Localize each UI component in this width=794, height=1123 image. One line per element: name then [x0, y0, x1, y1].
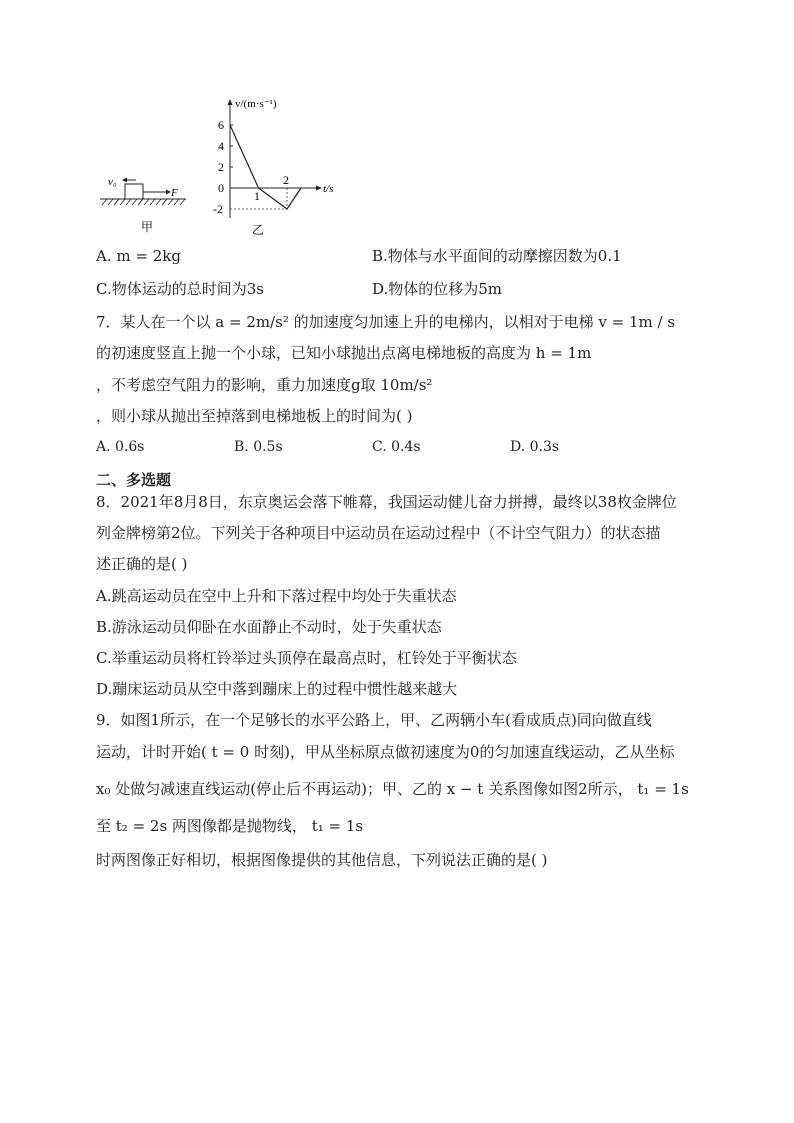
- y-tick-4: 4: [218, 139, 224, 153]
- figure-yi: [206, 92, 356, 242]
- q7-line-4: ，则小球从抛出至掉落到电梯地板上的时间为( ): [96, 407, 413, 425]
- q6-option-a: A. m = 2kg: [96, 247, 181, 265]
- q8-option-c: C.举重运动员将杠铃举过头顶停在最高点时，杠铃处于平衡状态: [96, 649, 517, 667]
- q8-option-a: A.跳高运动员在空中上升和下落过程中均处于失重状态: [96, 587, 457, 605]
- q7-line-1: 7．某人在一个以 a = 2m/s² 的加速度匀加速上升的电梯内，以相对于电梯 v = 1m / s: [96, 313, 676, 331]
- figure-jia-caption: 甲: [141, 220, 154, 234]
- y-tick-neg2: -2: [213, 202, 223, 216]
- x-tick-2: 2: [283, 173, 289, 187]
- q6-option-b: B.物体与水平面间的动摩擦因数为0.1: [372, 247, 622, 265]
- y-tick-0: 0: [218, 181, 224, 195]
- v-axis-arrowhead: [228, 99, 233, 105]
- q9-line-1: 9．如图1所示，在一个足够长的水平公路上，甲、乙两辆小车(看成质点)同向做直线: [96, 711, 652, 729]
- v0-arrowhead: [122, 178, 127, 183]
- q9-line-2: 运动，计时开始( t = 0 时刻)，甲从坐标原点做初速度为0的匀加速直线运动，乙从坐标: [96, 743, 675, 761]
- q7-line-2: 的初速度竖直上抛一个小球，已知小球抛出点离电梯地板的高度为 h = 1m: [96, 344, 592, 362]
- q8-line-1: 8．2021年8月8日，东京奥运会落下帷幕，我国运动健儿奋力拼搏，最终以38枚金牌位: [96, 493, 677, 511]
- v0-label: v₀: [108, 176, 117, 188]
- q8-option-d: D.蹦床运动员从空中落到蹦床上的过程中惯性越来越大: [96, 680, 458, 698]
- v-axis-label: v/(m·s⁻¹): [235, 98, 277, 110]
- q6-option-c: C.物体运动的总时间为3s: [96, 280, 264, 298]
- figure-yi-caption: 乙: [252, 223, 265, 237]
- y-tick-6: 6: [218, 118, 224, 132]
- q7-option-a: A. 0.6s: [96, 439, 145, 455]
- t-axis-arrowhead: [316, 186, 322, 191]
- q7-option-b: B. 0.5s: [234, 439, 283, 455]
- q6-option-d: D.物体的位移为5m: [372, 280, 503, 298]
- ground-hatching: [102, 199, 185, 205]
- block: [125, 184, 143, 199]
- q9-line-3: x₀ 处做匀减速直线运动(停止后不再运动)；甲、乙的 x − t 关系图像如图2所示， t₁ = 1s: [96, 780, 689, 798]
- q8-option-b: B.游泳运动员仰卧在水面静止不动时，处于失重状态: [96, 618, 442, 636]
- t-axis-label: t/s: [323, 183, 334, 195]
- velocity-line: [230, 125, 301, 209]
- q9-line-4: 至 t₂ = 2s 两图像都是抛物线， t₁ = 1s: [96, 817, 364, 835]
- q7-line-3: ，不考虑空气阻力的影响，重力加速度g取 10m/s²: [96, 376, 433, 394]
- y-tick-2: 2: [218, 160, 224, 174]
- q7-option-c: C. 0.4s: [372, 439, 421, 455]
- section-title: 二、多选题: [96, 471, 172, 489]
- force-label: F: [171, 187, 178, 199]
- figure-jia: [98, 165, 198, 237]
- q8-line-2: 列金牌榜第2位。下列关于各种项目中运动员在运动过程中（不计空气阻力）的状态描: [96, 524, 661, 542]
- q9-line-5: 时两图像正好相切，根据图像提供的其他信息，下列说法正确的是( ): [96, 851, 548, 869]
- x-tick-1: 1: [254, 189, 260, 203]
- q8-line-3: 述正确的是( ): [96, 555, 188, 573]
- q7-option-d: D. 0.3s: [510, 439, 560, 455]
